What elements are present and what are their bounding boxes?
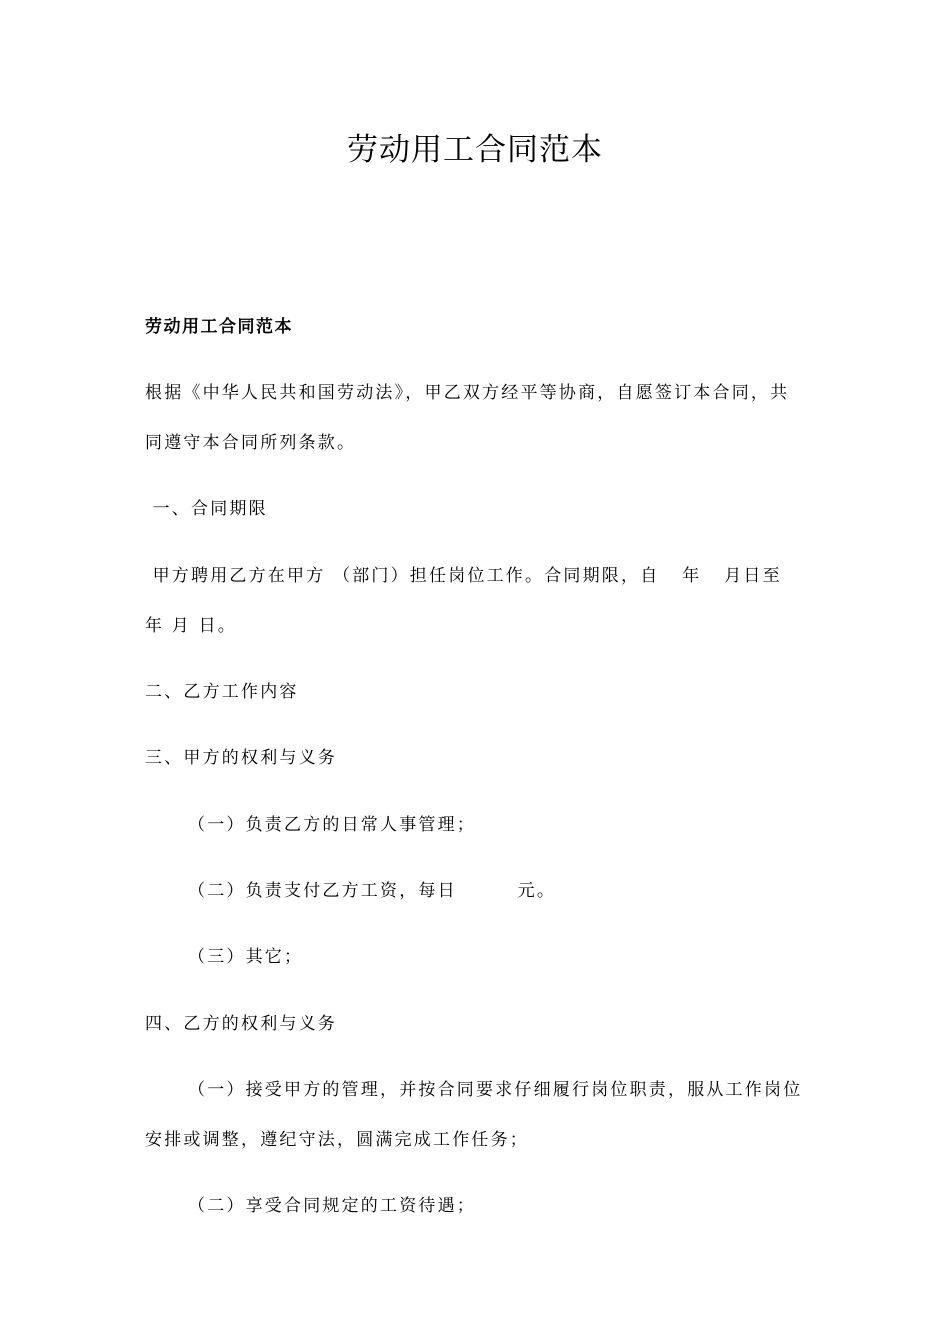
section-4-item-1-line-1: （一）接受甲方的管理，并按合同要求仔细履行岗位职责，服从工作岗位: [188, 1080, 803, 1100]
section-1-line-2: 年 月 日。: [145, 616, 238, 636]
section-1-heading: 一、合同期限: [145, 499, 268, 519]
section-4-heading: 四、乙方的权利与义务: [145, 1014, 337, 1034]
document-subtitle: 劳动用工合同范本: [145, 317, 293, 337]
section-3-item-1: （一）负责乙方的日常人事管理；: [188, 815, 476, 835]
section-3-heading: 三、甲方的权利与义务: [145, 748, 337, 768]
section-3-item-2: （二）负责支付乙方工资，每日 元。: [188, 881, 557, 901]
section-3-item-3: （三）其它；: [188, 947, 304, 967]
section-4-item-2: （二）享受合同规定的工资待遇；: [188, 1196, 476, 1216]
document-title: 劳动用工合同范本: [347, 132, 603, 168]
preamble-line-2: 同遵守本合同所列条款。: [145, 433, 357, 453]
section-1-line-1: 甲方聘用乙方在甲方 （部门）担任岗位工作。合同期限，自 年 月日至: [145, 566, 782, 586]
preamble-line-1: 根据《中华人民共和国劳动法》，甲乙双方经平等协商，自愿签订本合同，共: [145, 383, 790, 403]
section-4-item-1-line-2: 安排或调整，遵纪守法，圆满完成工作任务；: [145, 1130, 529, 1150]
section-2-heading: 二、乙方工作内容: [145, 682, 299, 702]
